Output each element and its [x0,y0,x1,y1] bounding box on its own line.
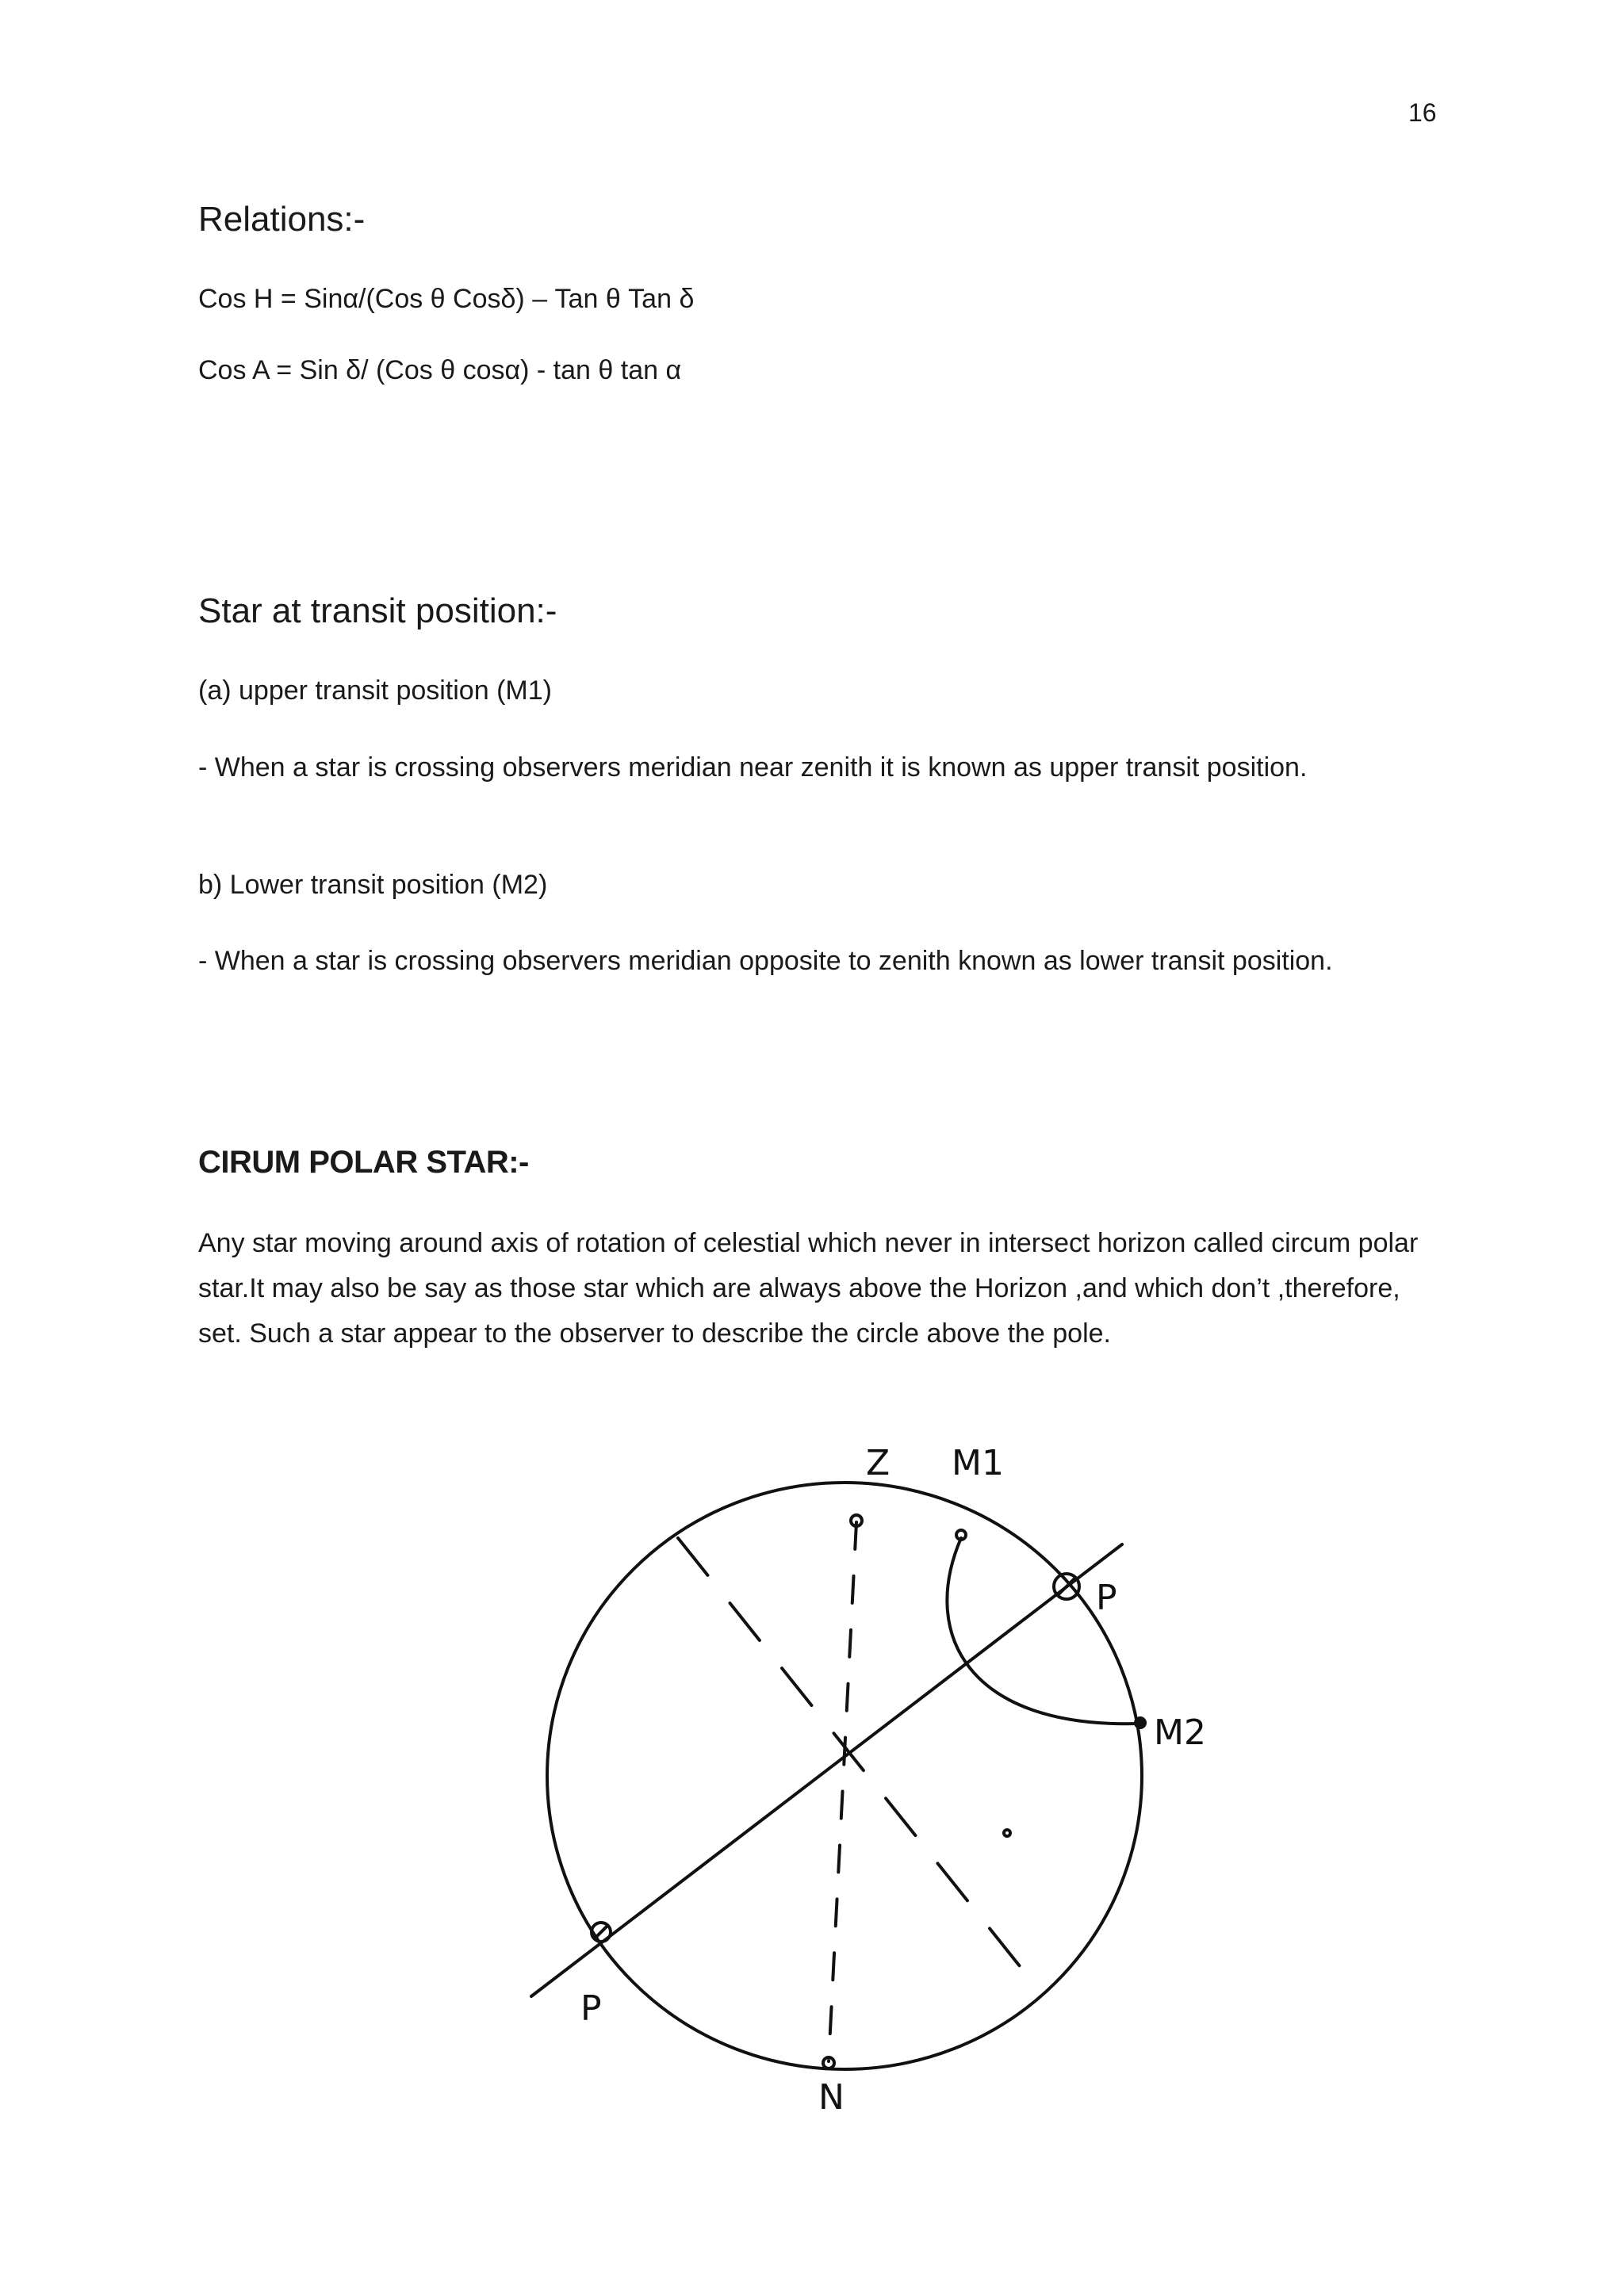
m2-label: M2 [1154,1712,1206,1753]
m2-marker [1136,1718,1145,1728]
polar-axis-line [531,1544,1122,1996]
celestial-sphere-circle [547,1483,1142,2069]
zenith-label: Z [866,1443,891,1483]
center-dot [1004,1830,1010,1836]
page-number: 16 [1408,98,1437,127]
m1-marker [956,1530,966,1540]
relations-heading: Relations:- [198,200,366,239]
formula-cos-h: Cos H = Sinα/(Cos θ Cosδ) – Tan θ Tan δ [198,284,695,314]
lower-transit-description: - When a star is crossing observers meridian opposite to zenith known as lower transit position. [198,946,1333,976]
formula-cos-a: Cos A = Sin δ/ (Cos θ cosα) - tan θ tan α [198,355,682,385]
circumpolar-paragraph: Any star moving around axis of rotation of celestial which never in intersect horizon called circum polar star.It may also be say as those star which are always above the Horizon ,and which don’t ,therefore, set. Such a star appear to the observer to describe the circle above the pole. [198,1228,1419,1349]
upper-transit-label: (a) upper transit position (M1) [198,675,552,706]
pole-lower-label: P [580,1988,602,2029]
pole-upper-label: P [1096,1578,1117,1618]
transit-heading: Star at transit position:- [198,591,557,630]
nadir-marker [823,2057,834,2068]
lower-transit-label: b) Lower transit position (M2) [198,870,548,900]
horizon-line [678,1538,1023,1970]
nadir-label: N [818,2077,845,2118]
circumpolar-heading: CIRUM POLAR STAR:- [198,1145,529,1180]
upper-transit-description: - When a star is crossing observers meridian near zenith it is known as upper transit position. [198,752,1308,783]
m1-label: M1 [952,1443,1004,1483]
circumpolar-star-diagram [396,1427,1332,2125]
zenith-nadir-line [829,1522,856,2061]
star-path-arc [947,1538,1138,1724]
